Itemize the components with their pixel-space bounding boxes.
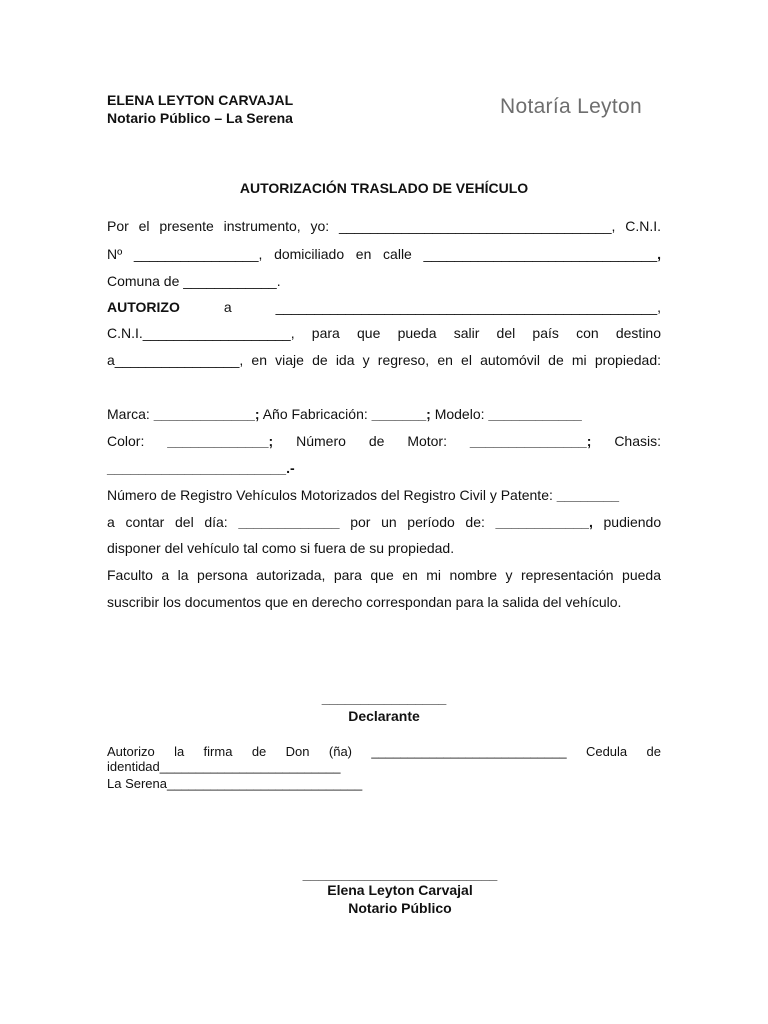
blank-field: _____________: [238, 514, 340, 530]
body-text: Chasis:: [614, 433, 661, 449]
body-text: Número: [296, 433, 346, 449]
body-text: a: [223, 299, 232, 315]
vehicle-line-6: [107, 539, 661, 557]
body-line-2: [107, 245, 661, 263]
body-text: período: [407, 514, 455, 530]
body-text: a: [107, 514, 115, 530]
body-text: disponer del vehículo tal como si fuera de su propiedad.: [107, 540, 455, 556]
certification-text: Autorizo la firma de Don (ña) ___________________________ Cedula de: [107, 744, 661, 759]
declarant-signature-line: ________________: [321, 690, 447, 706]
body-text: Año Fabricación:: [259, 406, 372, 422]
notary-name: ELENA LEYTON CARVAJAL: [107, 92, 294, 108]
body-text: Número de Registro Vehículos Motorizados del Registro Civil y Patente:: [107, 487, 557, 503]
body-text: Modelo:: [430, 406, 489, 422]
vehicle-line-4: [107, 486, 661, 504]
authorize-keyword: AUTORIZO: [107, 299, 180, 315]
body-text: por: [350, 514, 371, 530]
blank-field: ____________,: [495, 514, 593, 530]
notary-signature-name: Elena Leyton Carvajal: [327, 882, 473, 898]
body-text: pudiendo: [603, 514, 662, 530]
body-text: del: [175, 514, 194, 530]
certification-line-2: [107, 759, 661, 774]
body-text: suscribir los documentos que en derecho correspondan para la salida del vehículo.: [107, 594, 622, 610]
body-text: Motor:: [407, 433, 447, 449]
certification-text: identidad_________________________: [107, 759, 341, 774]
blank-field: _______________________.-: [107, 460, 295, 476]
notary-signature-role: Notario Público: [348, 900, 452, 916]
blank-field: _______________;: [469, 433, 592, 449]
body-text: Comuna de ____________.: [107, 273, 281, 289]
vehicle-line-5: [107, 513, 661, 531]
blank-field: ____________: [488, 406, 582, 422]
body-text: Faculto a la persona autorizada, para que en mi nombre y representación pueda: [107, 567, 661, 583]
blank-field: _____________;: [167, 433, 274, 449]
vehicle-line-2: [107, 432, 661, 450]
body-text: un: [381, 514, 397, 530]
body-text: Marca:: [107, 406, 154, 422]
body-text: Nº ________________, domiciliado en calle ______________________________: [107, 246, 658, 262]
blank-field: _______;: [371, 406, 431, 422]
blank-field: ________: [556, 487, 620, 503]
body-line-13: [107, 566, 661, 584]
body-text: Por el presente instrumento, yo: ___________________________________, C.N.I.: [107, 218, 661, 234]
body-line-6: [107, 351, 661, 369]
body-text: C.N.I.___________________, para que pueda salir del país con destino: [107, 325, 661, 341]
notary-signature-line: _________________________: [302, 866, 498, 882]
body-text: a________________, en viaje de ida y regreso, en el automóvil de mi propiedad:: [107, 352, 661, 368]
body-text: día:: [204, 514, 228, 530]
body-line-1: [107, 217, 661, 235]
vehicle-line-3: [107, 459, 661, 477]
document-title: AUTORIZACIÓN TRASLADO DE VEHÍCULO: [239, 180, 529, 196]
certification-text: La Serena___________________________: [107, 776, 363, 791]
body-line-14: [107, 593, 661, 611]
body-line-4: [107, 298, 661, 316]
body-line-3: [107, 272, 661, 290]
body-text: de: [368, 433, 385, 449]
body-text: Color:: [107, 433, 145, 449]
body-text: ,: [657, 246, 661, 262]
blank-field: _____________;: [153, 406, 260, 422]
certification-line-3: [107, 776, 661, 791]
body-line-5: [107, 324, 661, 342]
notary-logo: Notaría Leyton: [500, 95, 642, 118]
body-text: de:: [465, 514, 485, 530]
body-text: _________________________________________________,: [275, 299, 662, 315]
body-text: contar: [125, 514, 165, 530]
notary-role: Notario Público – La Serena: [107, 110, 293, 126]
declarant-label: Declarante: [348, 708, 420, 724]
vehicle-line-1: [107, 405, 661, 423]
certification-line-1: [107, 744, 661, 759]
